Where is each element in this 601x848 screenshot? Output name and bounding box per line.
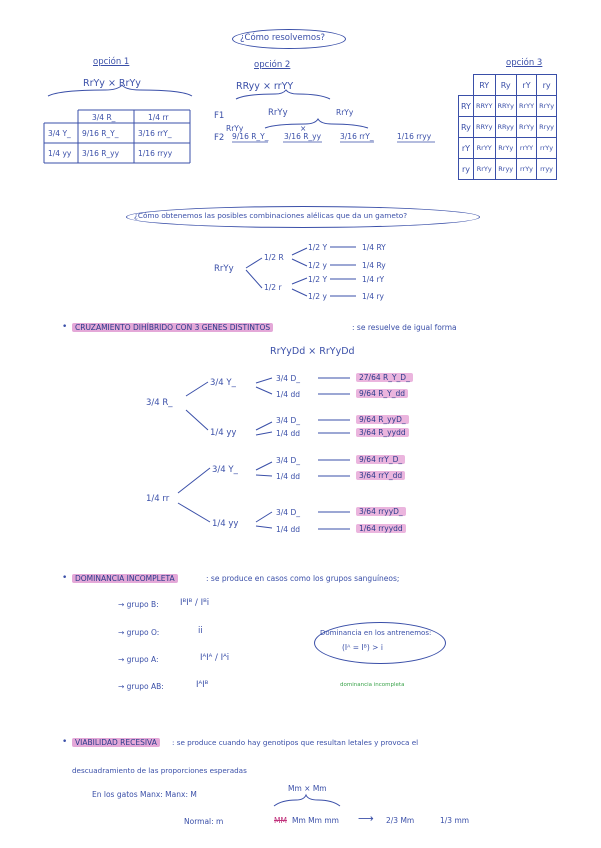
note-green: dominancia incompleta <box>340 682 405 688</box>
note-line1: Dominancia en los antrenemos: <box>320 629 432 637</box>
option2-f1-label: F1 <box>214 111 225 121</box>
gamete-b1: 1/2 R <box>264 253 284 262</box>
option3-label: opción 3 <box>506 58 543 68</box>
option1-row2-c2: 1/16 rryy <box>138 149 173 158</box>
option2-f2-4: 1/16 rryy <box>397 132 432 141</box>
punnett-row-header: rY <box>459 138 474 159</box>
trihybrid-r7: 3/64 rryyD_ <box>356 507 406 516</box>
punnett-cell: RrYy <box>516 117 536 138</box>
recessive-cross: Mm × Mm <box>288 784 327 793</box>
option2-f1-value: RrYy <box>268 108 288 118</box>
incomplete-title: DOMINANCIA INCOMPLETA <box>72 574 178 583</box>
group-a-label: → grupo A: <box>118 655 159 664</box>
trihybrid-r1: 27/64 R_Y_D_ <box>356 373 413 382</box>
gamete-b2: 1/2 r <box>264 283 282 292</box>
punnett-cell: RRYY <box>473 96 495 117</box>
incomplete-bullet: • <box>62 573 68 583</box>
trihybrid-r6: 3/64 rrY_dd <box>356 471 405 480</box>
punnett-header: ry <box>537 75 557 96</box>
group-a-value: IᴬIᴬ / Iᴬi <box>200 653 230 663</box>
punnett-cell: Rryy <box>537 117 557 138</box>
trihybrid-c1: 3/4 D_ <box>276 374 300 383</box>
recessive-result: Mm Mm mm <box>292 816 339 825</box>
trihybrid-c5: 3/4 D_ <box>276 456 300 465</box>
note-line2: (Iᴬ = Iᴮ) > i <box>342 643 383 652</box>
trihybrid-c3: 3/4 D_ <box>276 416 300 425</box>
trihybrid-r2: 9/64 R_Y_dd <box>356 389 408 398</box>
punnett-row-header: RY <box>459 96 474 117</box>
punnett-cell: RRyy <box>495 117 516 138</box>
punnett-cell: rrYY <box>516 138 536 159</box>
option2-f1-cross-sign: × <box>300 124 307 133</box>
punnett-corner <box>459 75 474 96</box>
gamete-l3: 1/2 Y <box>308 275 328 284</box>
punnett-header: Ry <box>495 75 516 96</box>
punnett-row-header: Ry <box>459 117 474 138</box>
trihybrid-c8: 1/4 dd <box>276 525 300 534</box>
recessive-bullet: • <box>62 737 68 747</box>
gamete-l1: 1/2 Y <box>308 243 328 252</box>
gamete-r1: 1/4 RY <box>362 243 386 252</box>
punnett-cell: RRYy <box>495 96 516 117</box>
trihybrid-r4: 3/64 R_yydd <box>356 428 409 437</box>
gamete-l4: 1/2 y <box>308 292 327 301</box>
trihybrid-text: : se resuelve de igual forma <box>352 323 457 332</box>
punnett-cell: rrYy <box>516 159 536 180</box>
option1-label: opción 1 <box>93 57 130 67</box>
trihybrid-b4: 1/4 yy <box>212 519 239 529</box>
option2-p-cross: RRyy × rrYY <box>236 81 294 92</box>
trihybrid-c6: 1/4 dd <box>276 472 300 481</box>
trihybrid-b3: 3/4 Y_ <box>212 465 238 475</box>
option1-cross: RrYy × RrYy <box>83 78 141 89</box>
recessive-text: : se produce cuando hay genotipos que resultan letales y provoca el <box>172 738 419 747</box>
option2-f2-2: 3/16 R_yy <box>284 132 322 141</box>
option2-f2-3: 3/16 rrY_ <box>340 132 374 141</box>
page-title: ¿Cómo resolvemos? <box>240 33 326 43</box>
trihybrid-cross: RrYyDd × RrYyDd <box>270 346 355 357</box>
gamete-root: RrYy <box>214 264 234 274</box>
recessive-normal: Normal: m <box>184 817 224 826</box>
punnett-header: rY <box>516 75 536 96</box>
punnett-cell: RrYY <box>473 138 495 159</box>
trihybrid-b2: 1/4 yy <box>210 428 237 438</box>
option1-col2: 1/4 rr <box>148 113 169 122</box>
trihybrid-r3: 9/64 R_yyD_ <box>356 415 409 424</box>
punnett-cell: RrYy <box>495 138 516 159</box>
option2-label: opción 2 <box>254 60 291 70</box>
group-b-value: IᴮIᴮ / Iᴮi <box>180 598 210 608</box>
question2-text: ¿Cómo obtenemos las posibles combinaciones alélicas que da un gameto? <box>134 211 408 220</box>
option1-row2-c1: 3/16 R_yy <box>82 149 120 158</box>
trihybrid-a2: 1/4 rr <box>146 494 170 504</box>
trihybrid-c7: 3/4 D_ <box>276 508 300 517</box>
option1-row1-c1: 9/16 R_Y_ <box>82 129 119 138</box>
punnett-cell: RrYY <box>516 96 536 117</box>
option2-f1-cross-right: RrYy <box>336 108 354 117</box>
trihybrid-title: CRUZAMIENTO DIHÍBRIDO CON 3 GENES DISTINTOS <box>72 323 273 332</box>
trihybrid-bullet: • <box>62 322 68 332</box>
incomplete-text: : se produce en casos como los grupos sanguíneos; <box>206 574 400 583</box>
punnett-header: RY <box>473 75 495 96</box>
trihybrid-c2: 1/4 dd <box>276 390 300 399</box>
gamete-l2: 1/2 y <box>308 261 327 270</box>
punnett-cell: rryy <box>537 159 557 180</box>
punnett-cell: RrYy <box>537 96 557 117</box>
gamete-r3: 1/4 rY <box>362 275 385 284</box>
trihybrid-r5: 9/64 rrY_D_ <box>356 455 405 464</box>
option1-row1-c2: 3/16 rrY_ <box>138 129 172 138</box>
group-ab-value: IᴬIᴮ <box>196 680 209 690</box>
gamete-r2: 1/4 Ry <box>362 261 386 270</box>
option2-f2-1: 9/16 R_Y_ <box>232 132 269 141</box>
recessive-ratio2: 1/3 mm <box>440 816 470 825</box>
recessive-ratio1: 2/3 Mm <box>386 816 415 825</box>
trihybrid-r8: 1/64 rryydd <box>356 524 406 533</box>
gamete-r4: 1/4 ry <box>362 292 384 301</box>
option1-row1-label: 3/4 Y_ <box>48 129 71 138</box>
group-o-label: → grupo O: <box>118 628 160 637</box>
recessive-title: VIABILIDAD RECESIVA <box>72 738 160 747</box>
punnett-cell: rrYy <box>537 138 557 159</box>
group-o-value: ii <box>198 626 203 636</box>
punnett-table <box>458 74 557 180</box>
trihybrid-a1: 3/4 R_ <box>146 398 173 408</box>
recessive-arrow: ⟶ <box>358 812 374 825</box>
trihybrid-b1: 3/4 Y_ <box>210 378 236 388</box>
option2-f2-label: F2 <box>214 133 225 143</box>
punnett-row-header: ry <box>459 159 474 180</box>
recessive-struck: MM <box>274 816 287 825</box>
option1-col1: 3/4 R_ <box>92 113 116 122</box>
recessive-text2: descuadramiento de las proporciones esperadas <box>72 766 247 775</box>
punnett-cell: Rryy <box>495 159 516 180</box>
punnett-cell: RRYy <box>473 117 495 138</box>
group-ab-label: → grupo AB: <box>118 682 164 691</box>
group-b-label: → grupo B: <box>118 600 159 609</box>
punnett-cell: RrYy <box>473 159 495 180</box>
option2-f1-cross-left: RrYy <box>226 124 244 133</box>
option1-row2-label: 1/4 yy <box>48 149 72 158</box>
recessive-line3: En los gatos Manx: Manx: M <box>92 790 197 799</box>
trihybrid-c4: 1/4 dd <box>276 429 300 438</box>
